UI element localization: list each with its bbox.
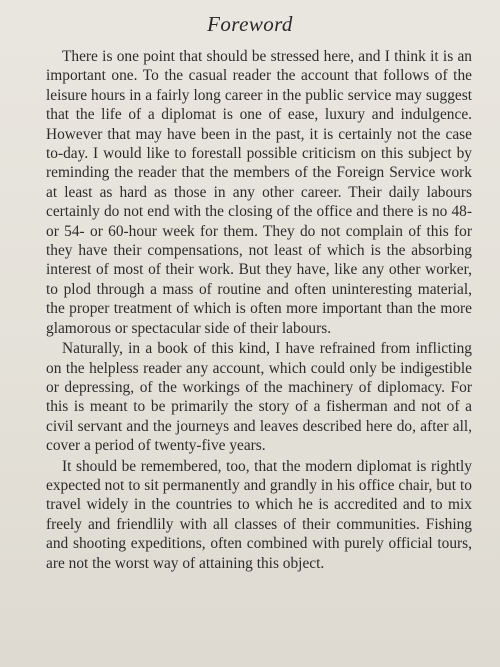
foreword-body <box>46 47 472 574</box>
paragraph-2: Naturally, in a book of this kind, I have refrained from inflicting on the helpless reader any account, which could only be indigestible or depressing, of the workings of the machinery of diplomacy. For this is meant to be primarily the story of a fisherman and not of a civil servant and the journeys and leaves described here do, after all, cover a period of twenty-five years. <box>46 340 472 455</box>
page-title: Foreword <box>207 12 293 36</box>
paragraph-3: It should be remembered, too, that the modern diplomat is rightly expected not to sit permanently and grandly in his office chair, but to travel widely in the countries to which he is accredited and to mix freely and friendlily with all classes of their communities. Fishing and shooting expeditions, often combined with purely official tours, are not the worst way of attaining this object. <box>46 457 472 572</box>
paragraph-1: There is one point that should be stressed here, and I think it is an important one. To the casual reader the account that follows of the leisure hours in a fairly long career in the public service may suggest that the life of a diplomat is one of ease, luxury and indulgence. However that may have been in the past, it is certainly not the case to-day. I would like to forestall possible criticism on this subject by reminding the reader that the members of the Foreign Service work at least as hard as those in any other career. Their daily labours certainly do not end with the closing of the office and there is no 48- or 54- or 60-hour week for them. They do not complain of this for they have their compensations, not least of which is the absorbing interest of most of their work. But they have, like any other worker, to plod through a mass of routine and often uninteresting material, the proper treatment of which is often more important than the more glamorous or spectacular side of their labours. <box>46 48 472 337</box>
